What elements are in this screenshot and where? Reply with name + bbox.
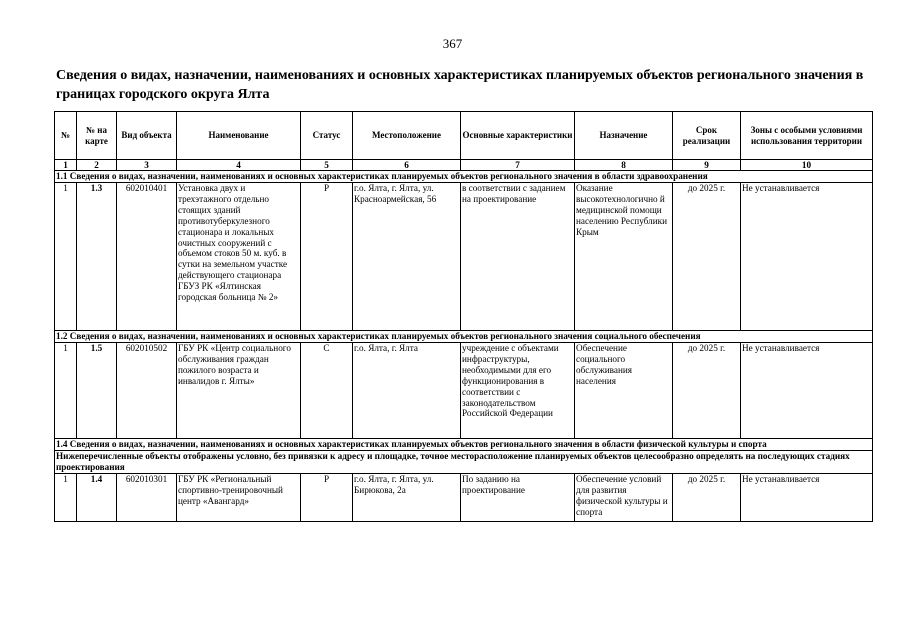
cell-characteristics: в соответствии с заданием на проектирование — [461, 183, 575, 331]
header-row — [55, 112, 873, 160]
cell-characteristics: учреждение с объектами инфраструктуры, необходимыми для его функционирования в соответствии с законодательством Российской Федерации — [461, 343, 575, 439]
section-heading: 1.4 Сведения о видах, назначении, наименованиях и основных характеристиках планируемых объектов регионального значения в области физической культуры и спорта — [55, 439, 873, 451]
column-number: 3 — [117, 160, 177, 171]
section-heading: 1.2 Сведения о видах, назначении, наименованиях и основных характеристиках планируемых объектов регионального значения социального обеспечения — [55, 331, 873, 343]
section-heading-row — [55, 331, 873, 343]
cell-zones: Не устанавливается — [741, 474, 873, 522]
column-number: 4 — [177, 160, 301, 171]
cell-zones: Не устанавливается — [741, 343, 873, 439]
column-number: 8 — [575, 160, 673, 171]
cell-location: г.о. Ялта, г. Ялта, ул. Красноармейская, 56 — [353, 183, 461, 331]
column-number: 7 — [461, 160, 575, 171]
cell-location: г.о. Ялта, г. Ялта, ул. Бирюкова, 2а — [353, 474, 461, 522]
cell-deadline: до 2025 г. — [673, 343, 741, 439]
page-number: 367 — [442, 36, 463, 51]
column-number: 2 — [77, 160, 117, 171]
cell-purpose: Обеспечение условий для развития физической культуры и спорта — [575, 474, 673, 522]
header-cell: Основные характеристики — [461, 112, 575, 160]
cell-object-type: 602010401 — [117, 183, 177, 331]
cell-map-number: 1.5 — [77, 343, 117, 439]
cell-name: ГБУ РК «Региональный спортивно-тренировочный центр «Авангард» — [177, 474, 301, 522]
section-heading-row — [55, 171, 873, 183]
cell-map-number: 1.3 — [77, 183, 117, 331]
cell-number: 1 — [55, 474, 77, 522]
cell-number: 1 — [55, 183, 77, 331]
section-heading-row — [55, 439, 873, 451]
cell-purpose: Обеспечение социального обслуживания населения — [575, 343, 673, 439]
section-note-row — [55, 451, 873, 474]
cell-characteristics: По заданию на проектирование — [461, 474, 575, 522]
header-cell: Наименование — [177, 112, 301, 160]
header-cell: Срок реализации — [673, 112, 741, 160]
objects-table — [54, 111, 873, 522]
cell-deadline: до 2025 г. — [673, 183, 741, 331]
header-cell: № на карте — [77, 112, 117, 160]
column-number-row — [55, 160, 873, 171]
cell-status: С — [301, 343, 353, 439]
cell-purpose: Оказание высокотехнологично й медицинской помощи населению Республики Крым — [575, 183, 673, 331]
header-cell: Назначение — [575, 112, 673, 160]
cell-number: 1 — [55, 343, 77, 439]
cell-map-number: 1.4 — [77, 474, 117, 522]
column-number: 6 — [353, 160, 461, 171]
cell-name: Установка двух и трехэтажного отдельно стоящих зданий противотуберкулезного стационара и локальных очистных сооружений с объемом стоков 50 м. куб. в сутки на земельном участке действующего стационара ГБУЗ РК «Ялтинская городская больница № 2» — [177, 183, 301, 331]
column-number: 5 — [301, 160, 353, 171]
cell-deadline: до 2025 г. — [673, 474, 741, 522]
header-cell: № — [55, 112, 77, 160]
cell-object-type: 602010301 — [117, 474, 177, 522]
cell-object-type: 602010502 — [117, 343, 177, 439]
cell-zones: Не устанавливается — [741, 183, 873, 331]
section-note: Нижеперечисленные объекты отображены условно, без привязки к адресу и площадке, точное месторасположение планируемых объектов целесообразно определять на последующих стадиях проектирования — [55, 451, 873, 474]
cell-location: г.о. Ялта, г. Ялта — [353, 343, 461, 439]
table-row — [55, 183, 873, 331]
cell-status: Р — [301, 183, 353, 331]
column-number: 1 — [55, 160, 77, 171]
column-number: 10 — [741, 160, 873, 171]
table-row — [55, 474, 873, 522]
header-cell: Зоны с особыми условиями использования территории — [741, 112, 873, 160]
section-heading: 1.1 Сведения о видах, назначении, наименованиях и основных характеристиках планируемых объектов регионального значения в области здравоохранения — [55, 171, 873, 183]
table-row — [55, 343, 873, 439]
header-cell: Местоположение — [353, 112, 461, 160]
document-title: Сведения о видах, назначении, наименованиях и основных характеристиках планируемых объектов регионального значения в границах городского округа Ялта — [56, 68, 864, 102]
cell-name: ГБУ РК «Центр социального обслуживания граждан пожилого возраста и инвалидов г. Ялты» — [177, 343, 301, 439]
header-cell: Статус — [301, 112, 353, 160]
header-cell: Вид объекта — [117, 112, 177, 160]
cell-status: Р — [301, 474, 353, 522]
column-number: 9 — [673, 160, 741, 171]
